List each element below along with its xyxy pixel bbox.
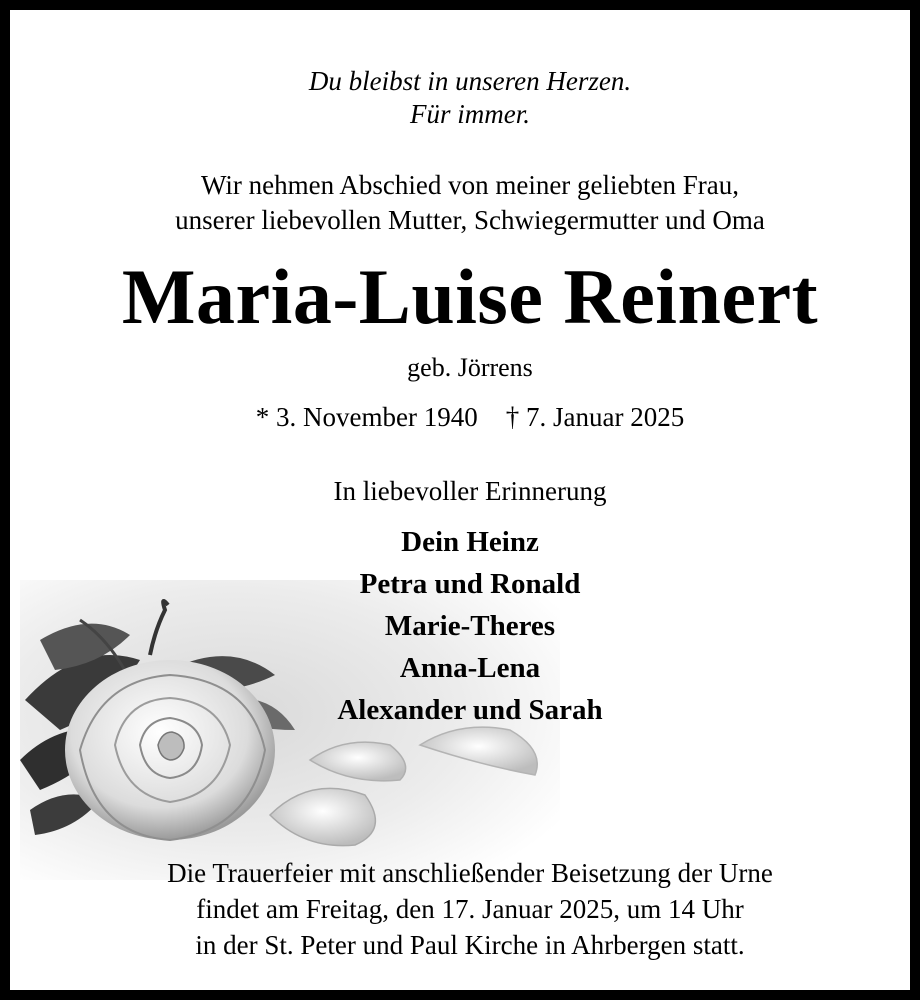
deceased-name: Maria-Luise Reinert bbox=[121, 253, 819, 340]
memory-line: In liebevoller Erinnerung bbox=[333, 476, 607, 506]
service-line-3: in der St. Peter und Paul Kirche in Ahrbergen statt. bbox=[195, 930, 745, 960]
service-info bbox=[10, 855, 920, 963]
motto-line-2: Für immer. bbox=[410, 99, 530, 129]
intro-text bbox=[10, 168, 920, 238]
birth-date: * 3. November 1940 bbox=[255, 402, 478, 432]
motto-line-1: Du bleibst in unseren Herzen. bbox=[308, 66, 632, 96]
service-line-2: findet am Freitag, den 17. Januar 2025, um 14 Uhr bbox=[196, 894, 744, 924]
intro-line-1: Wir nehmen Abschied von meiner geliebten Frau, bbox=[200, 170, 739, 200]
mourner-name: Anna-Lena bbox=[399, 652, 541, 684]
motto bbox=[10, 65, 920, 131]
service-line-1: Die Trauerfeier mit anschließender Beisetzung der Urne bbox=[167, 858, 773, 888]
mourner-name: Dein Heinz bbox=[401, 526, 539, 558]
mourners-list bbox=[10, 521, 920, 731]
life-dates bbox=[10, 401, 920, 433]
intro-line-2: unserer liebevollen Mutter, Schwiegermutter und Oma bbox=[175, 205, 765, 235]
mourner-name: Petra und Ronald bbox=[359, 568, 581, 600]
death-date: † 7. Januar 2025 bbox=[505, 402, 685, 432]
mourner-name: Alexander und Sarah bbox=[337, 694, 603, 726]
mourner-name: Marie-Theres bbox=[384, 610, 556, 642]
birth-name: geb. Jörrens bbox=[407, 353, 533, 382]
